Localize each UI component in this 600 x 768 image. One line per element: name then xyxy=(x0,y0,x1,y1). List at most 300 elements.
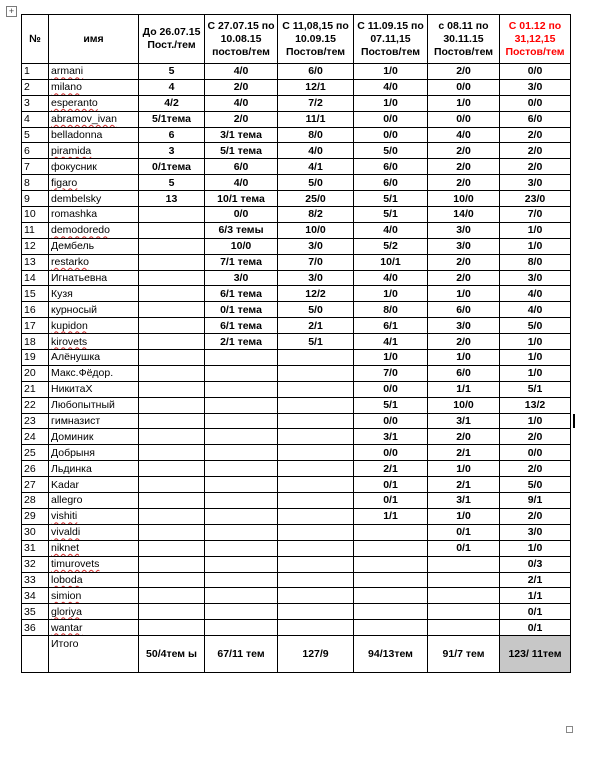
row-period-3: 4/0 xyxy=(278,143,354,159)
row-period-5: 2/1 xyxy=(428,445,500,461)
row-name xyxy=(49,64,139,80)
row-period-1 xyxy=(139,445,205,461)
row-name xyxy=(49,588,139,604)
row-name xyxy=(49,238,139,254)
row-period-3 xyxy=(278,461,354,477)
row-period-1 xyxy=(139,207,205,223)
row-name xyxy=(49,302,139,318)
total-period-3: 127/9 xyxy=(278,636,354,673)
row-period-2 xyxy=(205,413,278,429)
row-period-6: 1/0 xyxy=(500,540,571,556)
row-number: 20 xyxy=(22,365,49,381)
row-period-6: 3/0 xyxy=(500,175,571,191)
row-period-4 xyxy=(354,524,428,540)
user-name: Доминик xyxy=(51,430,94,443)
row-name xyxy=(49,397,139,413)
row-period-1 xyxy=(139,556,205,572)
row-period-4 xyxy=(354,556,428,572)
user-name: vishiti xyxy=(51,510,78,523)
row-period-4: 5/1 xyxy=(354,191,428,207)
row-period-1 xyxy=(139,572,205,588)
user-name: armani xyxy=(51,65,84,78)
table-row xyxy=(22,524,571,540)
row-name xyxy=(49,127,139,143)
row-period-1 xyxy=(139,508,205,524)
table-row xyxy=(22,572,571,588)
user-name: Любопытный xyxy=(51,399,115,412)
row-period-5: 4/0 xyxy=(428,127,500,143)
row-name xyxy=(49,493,139,509)
row-period-6: 3/0 xyxy=(500,270,571,286)
row-number: 5 xyxy=(22,127,49,143)
row-name xyxy=(49,461,139,477)
row-period-2 xyxy=(205,524,278,540)
row-period-3: 2/1 xyxy=(278,318,354,334)
row-period-3 xyxy=(278,508,354,524)
table-row xyxy=(22,604,571,620)
row-period-3 xyxy=(278,556,354,572)
row-period-3 xyxy=(278,413,354,429)
user-name: figaro xyxy=(51,176,78,189)
user-name: vivaldi xyxy=(51,526,81,539)
row-period-3: 12/2 xyxy=(278,286,354,302)
row-period-6: 23/0 xyxy=(500,191,571,207)
row-period-6: 3/0 xyxy=(500,524,571,540)
row-period-2: 2/0 xyxy=(205,79,278,95)
row-period-6: 2/0 xyxy=(500,127,571,143)
row-period-3: 7/0 xyxy=(278,254,354,270)
row-period-1 xyxy=(139,254,205,270)
row-period-2 xyxy=(205,540,278,556)
table-row xyxy=(22,270,571,286)
row-name xyxy=(49,175,139,191)
row-number: 7 xyxy=(22,159,49,175)
row-name xyxy=(49,540,139,556)
user-name: Добрыня xyxy=(51,446,95,459)
user-name: Игнатьевна xyxy=(51,272,108,285)
user-name: romashka xyxy=(51,208,98,221)
row-period-2 xyxy=(205,445,278,461)
row-number: 33 xyxy=(22,572,49,588)
row-period-2 xyxy=(205,477,278,493)
table-row xyxy=(22,350,571,366)
row-period-5: 2/0 xyxy=(428,429,500,445)
row-period-4 xyxy=(354,540,428,556)
row-period-1: 5 xyxy=(139,175,205,191)
row-period-6: 2/0 xyxy=(500,143,571,159)
row-name xyxy=(49,143,139,159)
row-period-1 xyxy=(139,429,205,445)
table-row xyxy=(22,429,571,445)
row-period-6: 2/1 xyxy=(500,572,571,588)
row-period-6: 0/0 xyxy=(500,95,571,111)
row-number: 34 xyxy=(22,588,49,604)
total-period-5: 91/7 тем xyxy=(428,636,500,673)
table-row xyxy=(22,397,571,413)
row-name xyxy=(49,254,139,270)
row-number: 2 xyxy=(22,79,49,95)
row-name xyxy=(49,572,139,588)
row-period-6: 0/3 xyxy=(500,556,571,572)
row-period-4: 8/0 xyxy=(354,302,428,318)
row-period-2 xyxy=(205,461,278,477)
table-row xyxy=(22,381,571,397)
row-name xyxy=(49,222,139,238)
user-name: restarko xyxy=(51,256,89,269)
row-number: 1 xyxy=(22,64,49,80)
table-row xyxy=(22,508,571,524)
user-name: kupidon xyxy=(51,319,88,332)
user-name: курносый xyxy=(51,303,97,316)
table-row xyxy=(22,461,571,477)
row-name xyxy=(49,79,139,95)
row-period-4: 0/0 xyxy=(354,445,428,461)
row-period-2 xyxy=(205,556,278,572)
row-period-4: 4/1 xyxy=(354,334,428,350)
row-number: 3 xyxy=(22,95,49,111)
user-name: gloriya xyxy=(51,605,82,618)
row-period-6: 8/0 xyxy=(500,254,571,270)
table-row xyxy=(22,191,571,207)
table-row xyxy=(22,79,571,95)
row-period-1 xyxy=(139,620,205,636)
row-period-3 xyxy=(278,381,354,397)
row-period-1 xyxy=(139,286,205,302)
row-number: 36 xyxy=(22,620,49,636)
table-row xyxy=(22,111,571,127)
table-row xyxy=(22,222,571,238)
row-name xyxy=(49,381,139,397)
row-name xyxy=(49,445,139,461)
row-period-1 xyxy=(139,477,205,493)
row-period-3 xyxy=(278,588,354,604)
row-period-3 xyxy=(278,397,354,413)
table-row xyxy=(22,493,571,509)
row-period-2 xyxy=(205,429,278,445)
row-period-2: 3/0 xyxy=(205,270,278,286)
total-no-cell xyxy=(22,636,49,673)
row-number: 25 xyxy=(22,445,49,461)
user-name: belladonna xyxy=(51,129,103,141)
row-period-6: 3/0 xyxy=(500,79,571,95)
row-period-5: 2/0 xyxy=(428,334,500,350)
row-period-6: 1/1 xyxy=(500,588,571,604)
row-period-1 xyxy=(139,381,205,397)
row-period-1: 0/1тема xyxy=(139,159,205,175)
row-period-2 xyxy=(205,381,278,397)
table-move-handle-icon[interactable]: + xyxy=(6,6,17,17)
row-period-4: 7/0 xyxy=(354,365,428,381)
row-period-6: 1/0 xyxy=(500,222,571,238)
table-row xyxy=(22,365,571,381)
user-name: гимназист xyxy=(51,415,101,428)
row-name xyxy=(49,524,139,540)
row-period-5: 1/1 xyxy=(428,381,500,397)
row-period-1 xyxy=(139,238,205,254)
row-number: 24 xyxy=(22,429,49,445)
row-name xyxy=(49,429,139,445)
table-row xyxy=(22,477,571,493)
user-name: timurovets xyxy=(51,558,100,571)
row-name xyxy=(49,556,139,572)
row-period-1: 13 xyxy=(139,191,205,207)
row-name xyxy=(49,604,139,620)
row-period-4 xyxy=(354,604,428,620)
row-name xyxy=(49,620,139,636)
row-period-3: 4/1 xyxy=(278,159,354,175)
row-number: 15 xyxy=(22,286,49,302)
user-name: Кузя xyxy=(51,287,73,300)
row-period-2: 6/0 xyxy=(205,159,278,175)
user-name: kirovets xyxy=(51,335,88,348)
row-period-6: 4/0 xyxy=(500,286,571,302)
row-period-3 xyxy=(278,620,354,636)
row-period-5 xyxy=(428,604,500,620)
row-period-5: 1/0 xyxy=(428,95,500,111)
table-row xyxy=(22,127,571,143)
row-period-1: 5/1тема xyxy=(139,111,205,127)
user-name: demodoredo xyxy=(51,224,110,237)
row-period-2: 10/1 тема xyxy=(205,191,278,207)
table-row xyxy=(22,302,571,318)
row-period-2 xyxy=(205,572,278,588)
row-number: 35 xyxy=(22,604,49,620)
row-period-3 xyxy=(278,365,354,381)
row-period-4: 0/0 xyxy=(354,381,428,397)
row-period-1 xyxy=(139,350,205,366)
row-period-3: 25/0 xyxy=(278,191,354,207)
row-name xyxy=(49,334,139,350)
row-period-5: 2/0 xyxy=(428,143,500,159)
row-period-6: 0/0 xyxy=(500,445,571,461)
row-period-2 xyxy=(205,350,278,366)
row-period-2: 2/0 xyxy=(205,111,278,127)
row-period-2: 4/0 xyxy=(205,64,278,80)
row-period-3: 8/0 xyxy=(278,127,354,143)
row-period-4: 4/0 xyxy=(354,79,428,95)
row-period-3: 7/2 xyxy=(278,95,354,111)
row-number: 9 xyxy=(22,191,49,207)
header-no: № xyxy=(22,15,49,64)
row-number: 19 xyxy=(22,350,49,366)
row-period-4: 6/0 xyxy=(354,159,428,175)
row-period-5: 0/1 xyxy=(428,524,500,540)
row-period-6: 7/0 xyxy=(500,207,571,223)
row-period-4: 3/1 xyxy=(354,429,428,445)
user-name: wantar xyxy=(51,621,83,634)
row-period-2 xyxy=(205,604,278,620)
row-period-2: 6/1 тема xyxy=(205,318,278,334)
total-label: Итого xyxy=(49,636,139,673)
row-number: 32 xyxy=(22,556,49,572)
row-period-6: 4/0 xyxy=(500,302,571,318)
row-period-5: 3/1 xyxy=(428,493,500,509)
user-name: milano xyxy=(51,81,82,94)
row-period-5: 1/0 xyxy=(428,508,500,524)
row-period-4: 0/0 xyxy=(354,111,428,127)
row-period-4 xyxy=(354,620,428,636)
user-name: Алёнушка xyxy=(51,351,101,364)
table-row xyxy=(22,175,571,191)
row-period-4: 1/0 xyxy=(354,64,428,80)
header-period-3: С 11,08,15 по 10.09.15 Постов/тем xyxy=(278,15,354,64)
row-period-5: 6/0 xyxy=(428,365,500,381)
text-cursor xyxy=(573,414,575,428)
total-period-1: 50/4тем ы xyxy=(139,636,205,673)
row-name xyxy=(49,508,139,524)
row-period-5: 2/0 xyxy=(428,159,500,175)
row-period-6: 2/0 xyxy=(500,429,571,445)
row-period-5: 3/1 xyxy=(428,413,500,429)
row-period-1 xyxy=(139,397,205,413)
header-period-4: С 11.09.15 по 07.11,15 Постов/тем xyxy=(354,15,428,64)
row-period-4: 5/1 xyxy=(354,207,428,223)
header-period-2: С 27.07.15 по 10.08.15 постов/тем xyxy=(205,15,278,64)
row-name xyxy=(49,365,139,381)
table-row xyxy=(22,64,571,80)
row-period-4: 1/0 xyxy=(354,286,428,302)
row-period-5: 3/0 xyxy=(428,238,500,254)
table-resize-handle[interactable] xyxy=(566,726,573,733)
total-period-4: 94/13тем xyxy=(354,636,428,673)
row-number: 12 xyxy=(22,238,49,254)
row-period-1 xyxy=(139,588,205,604)
stats-table xyxy=(21,14,571,673)
table-row xyxy=(22,334,571,350)
row-name xyxy=(49,159,139,175)
row-period-6: 6/0 xyxy=(500,111,571,127)
row-period-6: 5/0 xyxy=(500,477,571,493)
row-period-3 xyxy=(278,524,354,540)
row-period-1 xyxy=(139,270,205,286)
row-period-3 xyxy=(278,572,354,588)
row-period-4: 0/1 xyxy=(354,493,428,509)
row-period-5: 1/0 xyxy=(428,286,500,302)
row-period-5: 3/0 xyxy=(428,222,500,238)
row-period-2: 7/1 тема xyxy=(205,254,278,270)
table-row xyxy=(22,620,571,636)
row-period-5: 14/0 xyxy=(428,207,500,223)
user-name: Дембель xyxy=(51,240,95,253)
row-period-1: 3 xyxy=(139,143,205,159)
row-period-5: 2/0 xyxy=(428,64,500,80)
row-period-3: 12/1 xyxy=(278,79,354,95)
row-number: 6 xyxy=(22,143,49,159)
row-period-6: 0/1 xyxy=(500,604,571,620)
row-name xyxy=(49,286,139,302)
header-period-6: С 01.12 по 31,12,15 Постов/тем xyxy=(500,15,571,64)
row-period-2 xyxy=(205,620,278,636)
row-name xyxy=(49,413,139,429)
row-period-4: 4/0 xyxy=(354,270,428,286)
row-period-5: 0/0 xyxy=(428,111,500,127)
table-row xyxy=(22,286,571,302)
row-period-4: 0/0 xyxy=(354,413,428,429)
row-number: 21 xyxy=(22,381,49,397)
row-period-6: 2/0 xyxy=(500,461,571,477)
row-name xyxy=(49,477,139,493)
table-row xyxy=(22,588,571,604)
user-name: simion xyxy=(51,589,82,602)
row-period-1: 6 xyxy=(139,127,205,143)
row-name xyxy=(49,191,139,207)
row-period-6: 0/1 xyxy=(500,620,571,636)
row-number: 17 xyxy=(22,318,49,334)
row-number: 22 xyxy=(22,397,49,413)
row-period-2 xyxy=(205,588,278,604)
row-period-2: 4/0 xyxy=(205,175,278,191)
row-period-5: 2/1 xyxy=(428,477,500,493)
user-name: piramida xyxy=(51,144,92,157)
row-period-6: 9/1 xyxy=(500,493,571,509)
row-period-5: 2/0 xyxy=(428,175,500,191)
row-period-4 xyxy=(354,572,428,588)
row-period-1 xyxy=(139,302,205,318)
row-period-2: 6/1 тема xyxy=(205,286,278,302)
row-period-4: 10/1 xyxy=(354,254,428,270)
table-row xyxy=(22,556,571,572)
user-name: Макс.Фёдор. xyxy=(51,367,114,380)
table-row xyxy=(22,207,571,223)
row-name xyxy=(49,207,139,223)
user-name: abramov_ivan xyxy=(51,113,117,126)
header-row xyxy=(22,15,571,64)
row-period-3 xyxy=(278,604,354,620)
row-number: 29 xyxy=(22,508,49,524)
row-period-5: 1/0 xyxy=(428,350,500,366)
row-period-5: 0/0 xyxy=(428,79,500,95)
row-name xyxy=(49,111,139,127)
row-number: 18 xyxy=(22,334,49,350)
total-period-2: 67/11 тем xyxy=(205,636,278,673)
row-number: 28 xyxy=(22,493,49,509)
row-number: 31 xyxy=(22,540,49,556)
user-name: НикитаХ xyxy=(51,383,93,396)
row-period-5: 10/0 xyxy=(428,397,500,413)
row-period-2 xyxy=(205,397,278,413)
row-number: 26 xyxy=(22,461,49,477)
row-period-6: 1/0 xyxy=(500,413,571,429)
row-number: 16 xyxy=(22,302,49,318)
row-period-5: 6/0 xyxy=(428,302,500,318)
row-period-1 xyxy=(139,413,205,429)
row-period-6: 0/0 xyxy=(500,64,571,80)
row-name xyxy=(49,318,139,334)
row-period-1 xyxy=(139,524,205,540)
row-period-6: 1/0 xyxy=(500,334,571,350)
row-period-1: 4 xyxy=(139,79,205,95)
table-row xyxy=(22,159,571,175)
row-period-4: 2/1 xyxy=(354,461,428,477)
row-period-2: 0/1 тема xyxy=(205,302,278,318)
row-period-3 xyxy=(278,445,354,461)
row-period-5 xyxy=(428,588,500,604)
row-period-5: 0/1 xyxy=(428,540,500,556)
row-number: 23 xyxy=(22,413,49,429)
row-period-5: 2/0 xyxy=(428,270,500,286)
row-period-2 xyxy=(205,493,278,509)
user-name: esperanto xyxy=(51,97,98,110)
row-period-5: 10/0 xyxy=(428,191,500,207)
table-row xyxy=(22,445,571,461)
row-period-6: 5/0 xyxy=(500,318,571,334)
row-period-1 xyxy=(139,461,205,477)
row-period-2 xyxy=(205,508,278,524)
row-number: 8 xyxy=(22,175,49,191)
row-name xyxy=(49,95,139,111)
row-period-4: 1/1 xyxy=(354,508,428,524)
row-period-2: 5/1 тема xyxy=(205,143,278,159)
